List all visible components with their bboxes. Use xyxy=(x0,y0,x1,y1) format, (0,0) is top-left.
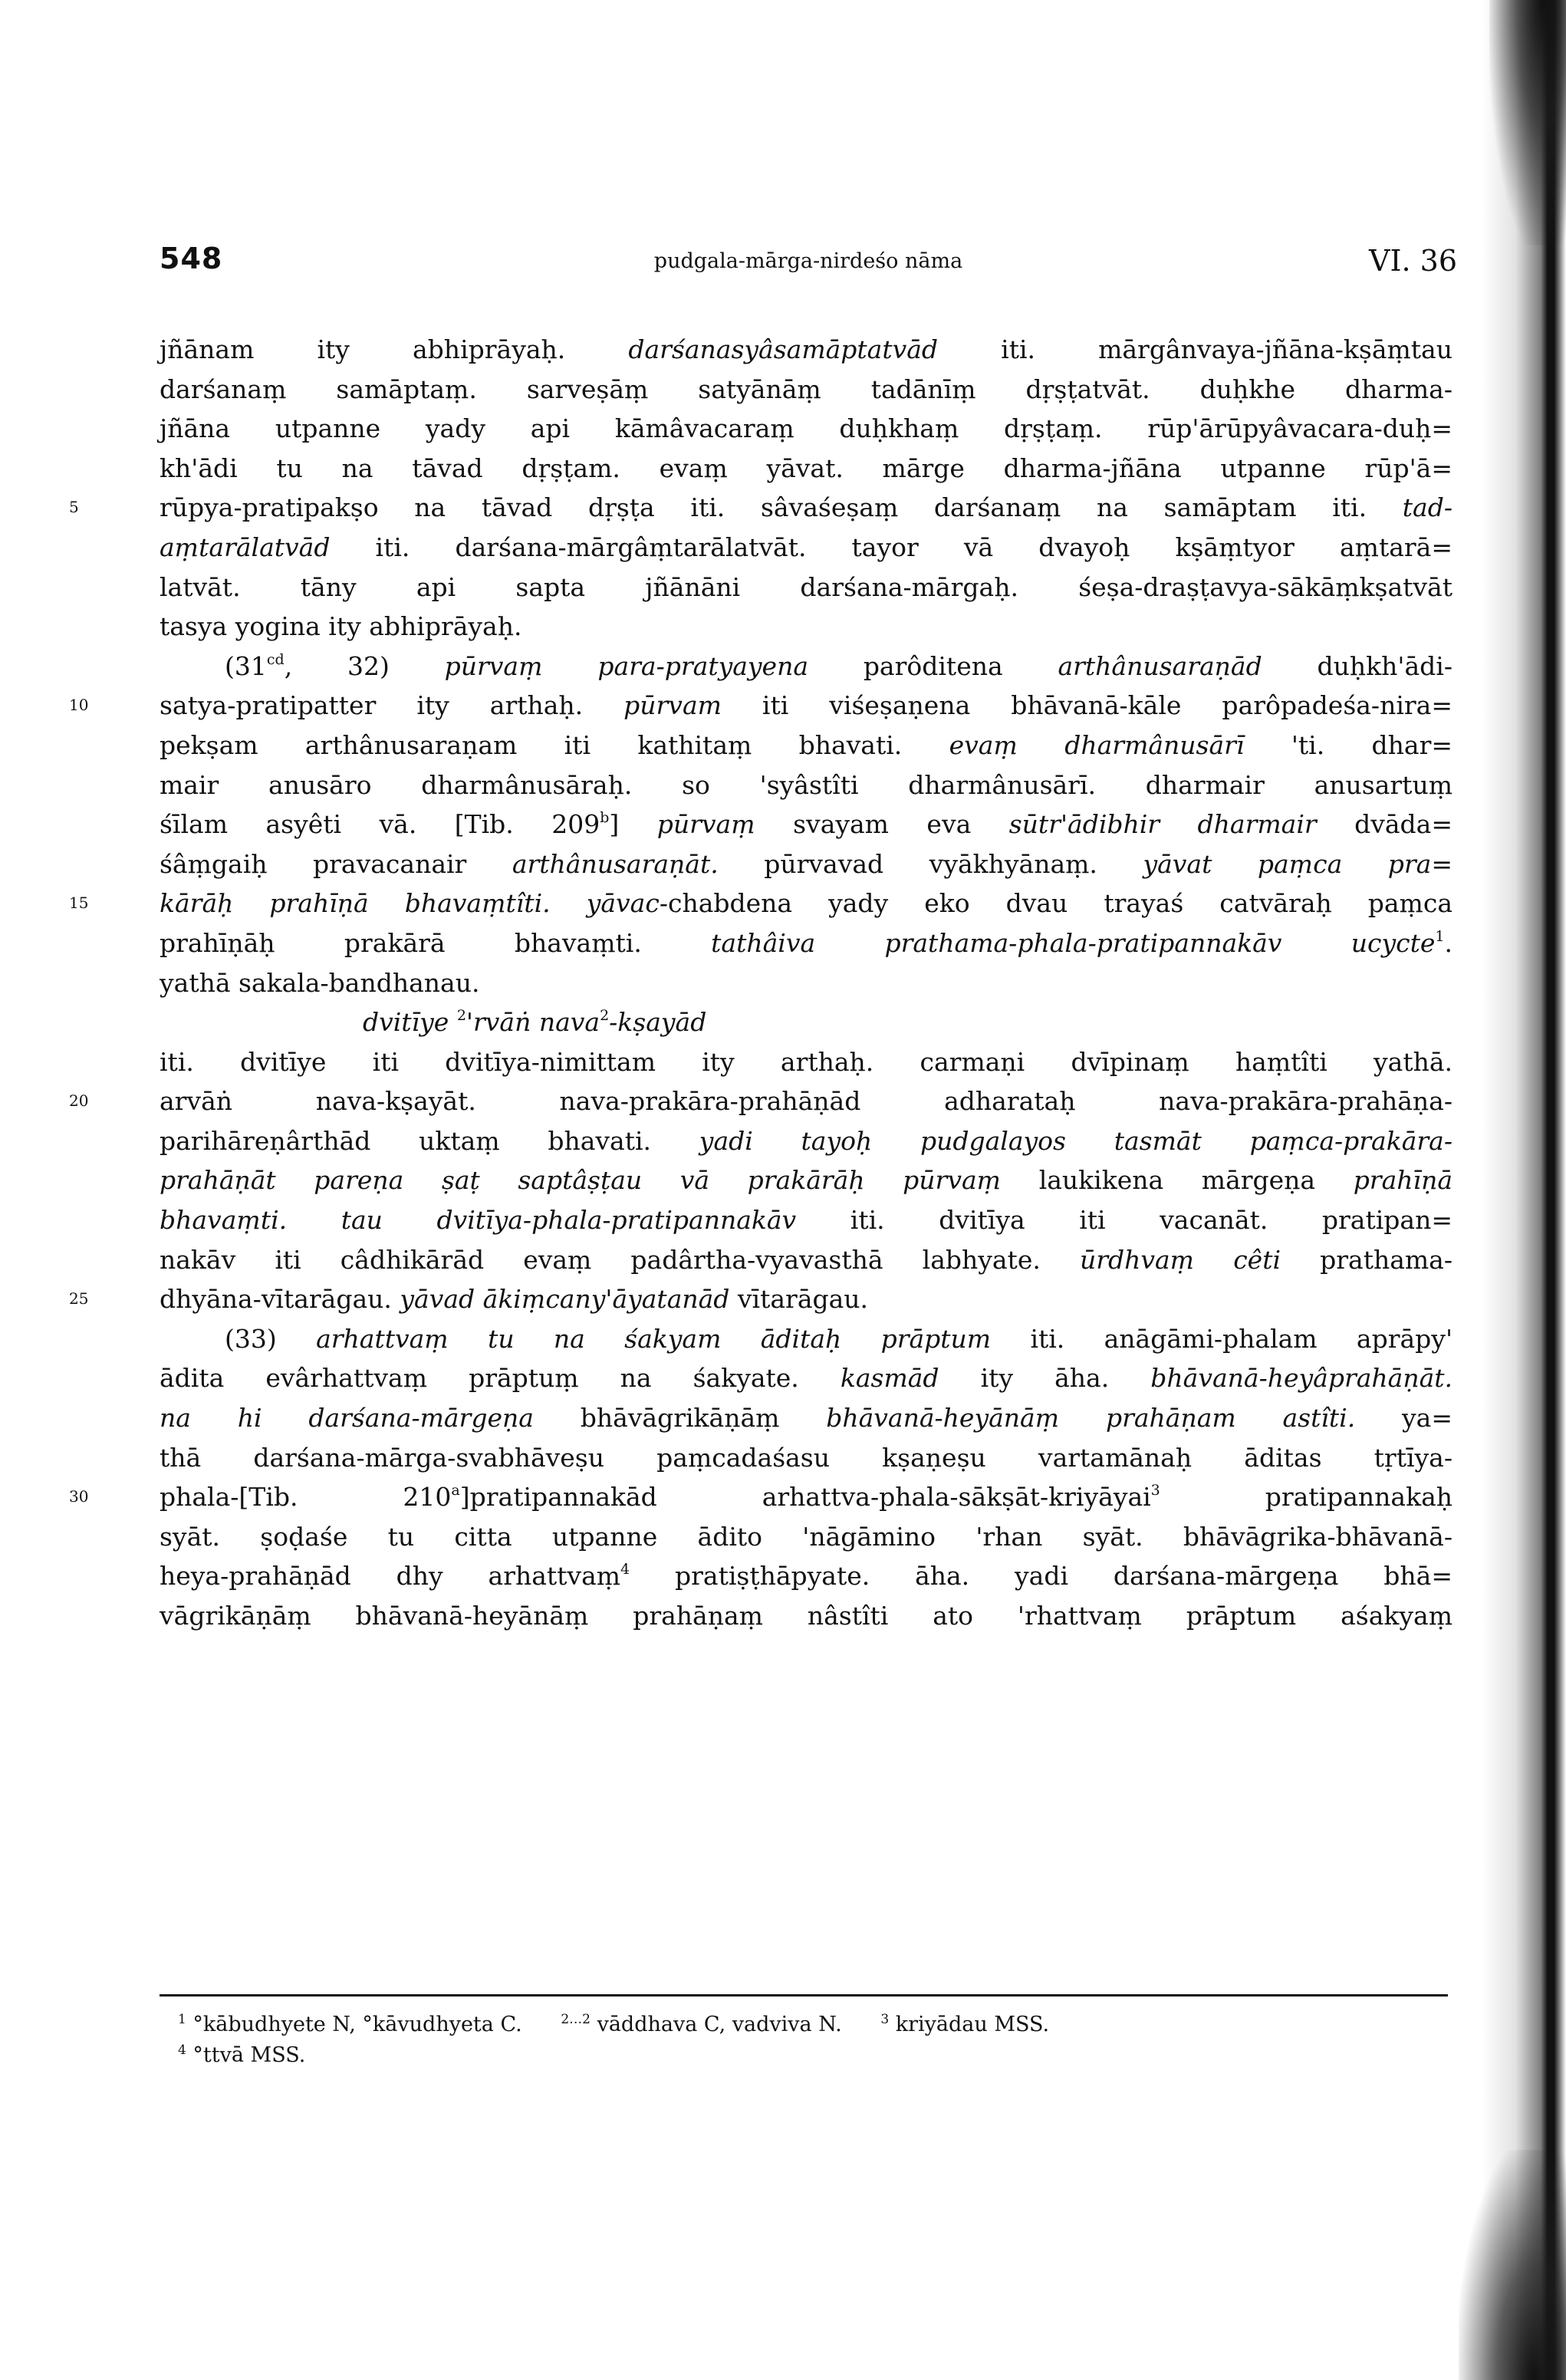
line-number: 15 xyxy=(69,894,89,913)
text-run: mair anusāro dharmânusāraḥ. so 'syâstîti dharmânusārī. dharmair anusartuṃ xyxy=(160,769,1452,800)
text-run: iti. dvitīye iti dvitīya-nimittam ity arthaḥ. carmaṇi dvīpinaṃ haṃtîti yathā. xyxy=(160,1046,1452,1077)
text-run: rūpya-pratipakṣo na tāvad dṛṣṭa iti. sâvaśeṣaṃ darśanaṃ na samāptam iti. xyxy=(160,492,1403,523)
text-run: iti. dvitīya iti vacanāt. pratipan= xyxy=(796,1205,1452,1236)
italic-quote: arthânusaraṇād xyxy=(1058,650,1262,681)
text-run: (31 xyxy=(225,650,267,681)
line-number: 20 xyxy=(69,1091,89,1111)
text-line xyxy=(69,686,1452,726)
text-run: ya= xyxy=(1355,1403,1452,1434)
italic-quote: tau dvitīya-phala-pratipannakāv xyxy=(341,1205,797,1236)
italic-quote: pūrvaṃ para-pratyayena xyxy=(444,650,809,681)
running-header xyxy=(160,242,1457,280)
text-line xyxy=(160,1160,1452,1200)
text-line xyxy=(160,844,1452,884)
text-run: parôditena xyxy=(808,650,1058,681)
italic-quote: -kṣayād xyxy=(609,1007,707,1038)
footnote-line xyxy=(178,2040,1451,2071)
text-line xyxy=(160,1556,1452,1596)
text-run: arvāṅ nava-kṣayāt. nava-prakāra-prahāṇād adharataḥ nava-prakāra-prahāṇa- xyxy=(160,1086,1452,1117)
text-run: iti viśeṣaṇena bhāvanā-kāle parôpadeśa-nira= xyxy=(721,690,1452,721)
section-reference: VI. 36 xyxy=(1369,244,1457,278)
line-number: 25 xyxy=(69,1289,89,1309)
italic-quote: yāvat paṃca pra= xyxy=(1143,848,1452,879)
footnote-text: °kābudhyete N, °kāvudhyeta C. xyxy=(192,2013,522,2036)
superscript-mark: 3 xyxy=(1150,1482,1160,1499)
text-line xyxy=(160,1240,1452,1280)
superscript-mark: cd xyxy=(266,650,285,668)
text-run: vāgrikāṇāṃ bhāvanā-heyānāṃ prahāṇaṃ nâstîti ato 'rhattvaṃ prāptum aśakyaṃ xyxy=(160,1601,1452,1631)
text-run: kh'ādi tu na tāvad dṛṣṭam. evaṃ yāvat. mārge dharma-jñāna utpanne rūp'ā= xyxy=(160,453,1452,483)
superscript-mark: 4 xyxy=(620,1561,630,1578)
footnotes xyxy=(178,2010,1451,2071)
italic-quote: prahāṇāt pareṇa ṣaṭ saptâṣṭau vā prakārāḥ pūrvaṃ xyxy=(160,1165,1002,1196)
italic-quote: yāvac xyxy=(586,888,660,919)
footnote-line xyxy=(178,2010,1451,2040)
page-number: 548 xyxy=(160,242,223,275)
text-run: parihāreṇârthād uktaṃ bhavati. xyxy=(160,1125,699,1156)
text-run: ]pratipannakād arhattva-phala-sākṣāt-kriyāyai xyxy=(459,1482,1151,1513)
text-line xyxy=(69,884,1453,923)
text-run: pekṣam arthânusaraṇam iti kathitaṃ bhavati. xyxy=(160,729,949,760)
italic-quote: yadi tayoḥ pudgalayos tasmāt paṃca-prakāra- xyxy=(699,1125,1452,1156)
text-run: nakāv iti câdhikārād evaṃ padârtha-vyavasthā labhyate. xyxy=(160,1244,1080,1275)
italic-quote: kārāḥ prahīṇā bhavaṃtîti. xyxy=(160,888,551,919)
text-line xyxy=(160,1200,1452,1240)
text-run: laukikena mārgeṇa xyxy=(1001,1165,1354,1196)
text-line xyxy=(160,1319,1452,1359)
text-run: pratipannakaḥ xyxy=(1160,1482,1452,1513)
italic-quote: yāvad ākiṃcany'āyatanād xyxy=(400,1284,730,1315)
text-line xyxy=(160,568,1452,607)
italic-quote: arhattvaṃ tu na śakyam āditaḥ prāptum xyxy=(316,1323,992,1354)
footnote-mark: 2…2 xyxy=(561,2012,591,2027)
text-run: ity āha. xyxy=(939,1363,1151,1394)
text-run: dhyāna-vītarāgau. xyxy=(160,1284,400,1315)
footnote-text: kriyādau MSS. xyxy=(895,2013,1050,2036)
line-number: 5 xyxy=(69,498,79,517)
footnote-mark: 4 xyxy=(178,2043,186,2058)
text-line xyxy=(160,1596,1452,1636)
italic-quote: kasmād xyxy=(840,1363,939,1394)
text-line xyxy=(160,1517,1452,1557)
scanned-page-edge-shadow xyxy=(1482,0,1566,2380)
scan-shadow-bottom xyxy=(1459,2150,1566,2380)
italic-quote: ūrdhvaṃ cêti xyxy=(1079,1244,1281,1275)
text-line xyxy=(160,1002,1452,1042)
text-line xyxy=(160,1358,1452,1398)
text-line xyxy=(160,1121,1452,1161)
text-run: pratiṣṭhāpyate. āha. yadi darśana-mārgeṇa bhā= xyxy=(630,1561,1452,1592)
italic-quote: aṃtarālatvād xyxy=(160,532,331,562)
text-run: , 32) xyxy=(284,650,445,681)
italic-quote: evaṃ dharmânusārī xyxy=(949,729,1245,760)
text-run: prathama- xyxy=(1281,1244,1452,1275)
text-run: heya-prahāṇād dhy arhattvaṃ xyxy=(160,1561,621,1592)
text-run: iti. mārgânvaya-jñāna-kṣāṃtau xyxy=(938,334,1452,364)
main-text-block xyxy=(69,330,1453,1636)
text-line xyxy=(160,1438,1452,1478)
text-run: svayam eva xyxy=(755,809,1009,840)
text-line xyxy=(160,647,1452,686)
line-number: 10 xyxy=(69,696,89,715)
italic-quote: prahīṇā xyxy=(1353,1165,1452,1196)
text-line xyxy=(160,1042,1452,1082)
text-line xyxy=(160,923,1452,963)
footnote-text: °ttvā MSS. xyxy=(192,2043,306,2067)
footnote-item xyxy=(178,2013,522,2036)
italic-quote: pūrvam xyxy=(623,690,722,721)
text-run: ādita evârhattvaṃ prāptuṃ na śakyate. xyxy=(160,1363,841,1394)
text-run: thā darśana-mārga-svabhāveṣu paṃcadaśasu kṣaṇeṣu vartamānaḥ āditas tṛtīya- xyxy=(160,1442,1452,1473)
superscript-mark: 2 xyxy=(600,1007,610,1025)
text-line xyxy=(160,528,1452,568)
italic-quote: 'rvāṅ nava xyxy=(466,1007,600,1038)
text-line xyxy=(160,765,1452,805)
text-line xyxy=(160,963,1452,1003)
text-run: dvāda= xyxy=(1316,809,1452,840)
text-run: -chabdena yady eko dvau trayaś catvāraḥ paṃca xyxy=(659,888,1453,919)
text-line xyxy=(69,488,1452,528)
italic-quote: arthânusaraṇāt. xyxy=(512,848,719,879)
text-line xyxy=(160,805,1452,844)
scan-shadow-top xyxy=(1489,0,1566,245)
italic-quote: tathâiva prathama-phala-pratipannakāv ucycte xyxy=(711,927,1436,958)
superscript-mark: a xyxy=(451,1482,460,1499)
text-line xyxy=(160,409,1452,449)
text-run xyxy=(287,1205,341,1235)
text-run: bhāvāgrikāṇāṃ xyxy=(533,1403,827,1434)
text-run: vītarāgau. xyxy=(729,1284,869,1315)
text-run: (33) xyxy=(225,1323,317,1354)
italic-quote: pūrvaṃ xyxy=(656,809,755,840)
footnote-item xyxy=(880,2013,1049,2036)
text-run: satya-pratipatter ity arthaḥ. xyxy=(160,690,624,721)
superscript-mark: 1 xyxy=(1435,927,1445,945)
italic-quote: sūtr'ādibhir dharmair xyxy=(1008,809,1317,840)
text-line xyxy=(69,1081,1452,1121)
italic-quote: dvitīye xyxy=(363,1007,457,1038)
text-line xyxy=(160,449,1452,489)
italic-quote: bhāvanā-heyâprahāṇāt. xyxy=(1150,1363,1452,1394)
italic-quote: tad- xyxy=(1402,492,1452,523)
running-title: pudgala-mārga-nirdeśo nāma xyxy=(653,249,963,273)
text-run: śīlam asyêti vā. [Tib. 209 xyxy=(160,809,600,840)
text-line xyxy=(69,1477,1452,1517)
text-run: yathā sakala-bandhanau. xyxy=(160,967,480,998)
line-number: 30 xyxy=(69,1487,89,1506)
text-run: tasya yogina ity abhiprāyaḥ. xyxy=(160,611,522,642)
italic-quote: bhavaṃti. xyxy=(160,1205,288,1236)
text-run: . xyxy=(1444,927,1452,958)
text-run xyxy=(551,888,587,918)
text-run: iti. anāgāmi-phalam aprāpy' xyxy=(991,1323,1453,1354)
footnote-item xyxy=(178,2043,305,2067)
footnote-item xyxy=(561,2013,841,2036)
text-run: śâṃgaiḥ pravacanair xyxy=(160,848,512,879)
text-run: jñāna utpanne yady api kāmâvacaraṃ duḥkhaṃ dṛṣṭaṃ. rūp'ārūpyâvacara-duḥ= xyxy=(160,413,1452,444)
text-run: pūrvavad vyākhyānaṃ. xyxy=(718,848,1143,879)
text-run: phala-[Tib. 210 xyxy=(160,1482,452,1513)
text-line xyxy=(69,1279,1452,1319)
text-run: syāt. ṣoḍaśe tu citta utpanne ādito 'nāgāmino 'rhan syāt. bhāvāgrika-bhāvanā- xyxy=(160,1521,1452,1552)
text-line xyxy=(160,370,1452,410)
text-run: darśanaṃ samāptaṃ. sarveṣāṃ satyānāṃ tadānīṃ dṛṣṭatvāt. duḥkhe dharma- xyxy=(160,374,1452,404)
text-run: latvāt. tāny api sapta jñānāni darśana-mārgaḥ. śeṣa-draṣṭavya-sākāṃkṣatvāt xyxy=(160,571,1452,602)
text-run: duḥkh'ādi- xyxy=(1262,650,1452,681)
italic-quote: na hi darśana-mārgeṇa xyxy=(160,1403,534,1434)
superscript-mark: 2 xyxy=(456,1007,466,1025)
italic-quote: darśanasyâsamāptatvād xyxy=(628,334,939,364)
text-run: prahīṇāḥ prakārā bhavaṃti. xyxy=(160,927,712,958)
text-run: iti. darśana-mārgâṃtarālatvāt. tayor vā dvayoḥ kṣāṃtyor aṃtarā= xyxy=(330,532,1452,562)
text-line xyxy=(160,726,1452,765)
text-line xyxy=(160,330,1452,370)
text-line xyxy=(160,607,1452,647)
footnote-divider xyxy=(160,1994,1448,1997)
footnote-mark: 3 xyxy=(880,2012,890,2027)
footnote-text: vāddhava C, vadviva N. xyxy=(597,2013,842,2036)
text-run: 'ti. dhar= xyxy=(1244,729,1453,760)
footnote-mark: 1 xyxy=(178,2012,186,2027)
text-line xyxy=(160,1398,1452,1438)
text-run: jñānam ity abhiprāyaḥ. xyxy=(160,334,629,364)
superscript-mark: b xyxy=(600,809,610,827)
italic-quote: bhāvanā-heyānāṃ prahāṇam astîti. xyxy=(826,1403,1356,1434)
text-run: ] xyxy=(609,809,657,840)
